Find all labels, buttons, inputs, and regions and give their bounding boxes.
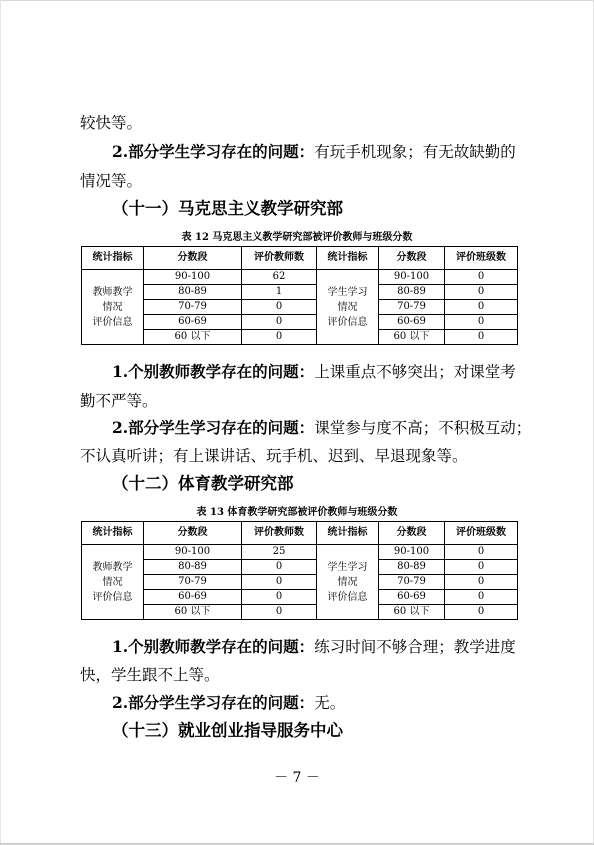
teacher-count-cell: 0 — [242, 605, 317, 620]
header-cell: 统计指标 — [317, 522, 379, 545]
table-row — [82, 590, 518, 605]
teacher-category-cell — [82, 545, 144, 620]
score-range-cell: 60-69 — [144, 315, 242, 330]
teacher-count-cell: 0 — [242, 590, 317, 605]
section-heading-11: （十一）马克思主义教学研究部 — [112, 199, 343, 218]
paragraph-continuation: 较快等。 — [80, 114, 143, 132]
issue-text: 无。 — [314, 694, 346, 712]
teacher-count-cell: 0 — [242, 575, 317, 590]
section-heading-12: （十二）体育教学研究部 — [112, 474, 294, 493]
table-12-caption: 表 12 马克思主义教学研究部被评价教师与班级分数 — [181, 232, 413, 243]
category-line: 评价信息 — [327, 316, 368, 328]
issue-label: 2.部分学生学习存在的问题： — [112, 418, 315, 437]
paragraph-teacher-issues-cont: 勤不严等。 — [80, 392, 158, 410]
header-cell: 分数段 — [379, 522, 445, 545]
paragraph-teacher-issues — [112, 362, 552, 382]
category-line: 教师教学 — [92, 286, 133, 298]
score-range-cell: 80-89 — [144, 285, 242, 300]
class-count-cell: 0 — [445, 285, 518, 300]
header-cell: 评价教师数 — [242, 522, 317, 545]
issue-text: 课堂参与度不高；不积极互动； — [314, 419, 532, 437]
class-count-cell: 0 — [445, 575, 518, 590]
table-13 — [81, 521, 518, 620]
category-line: 评价信息 — [327, 591, 368, 603]
score-range-cell: 90-100 — [379, 545, 445, 560]
category-line: 情况 — [102, 301, 123, 313]
category-line: 学生学习 — [327, 561, 368, 573]
table-row — [82, 270, 518, 285]
score-range-cell: 90-100 — [379, 270, 445, 285]
class-count-cell: 0 — [445, 560, 518, 575]
score-range-cell: 70-79 — [144, 575, 242, 590]
page-number: － 7 － — [274, 770, 320, 786]
header-cell: 统计指标 — [82, 522, 144, 545]
issue-label: 2.部分学生学习存在的问题： — [112, 142, 315, 161]
header-cell: 分数段 — [144, 522, 242, 545]
score-range-cell: 80-89 — [144, 560, 242, 575]
teacher-count-cell: 25 — [242, 545, 317, 560]
category-line: 学生学习 — [327, 286, 368, 298]
table-row — [82, 575, 518, 590]
table-row — [82, 285, 518, 300]
table-row — [82, 330, 518, 345]
teacher-count-cell: 0 — [242, 300, 317, 315]
paragraph-teacher-issues-pe-cont: 快，学生跟不上等。 — [80, 666, 220, 684]
category-line: 评价信息 — [92, 591, 133, 603]
category-line: 情况 — [102, 576, 123, 588]
class-count-cell: 0 — [445, 605, 518, 620]
header-cell: 评价教师数 — [242, 247, 317, 270]
header-cell: 分数段 — [144, 247, 242, 270]
score-range-cell: 70-79 — [379, 300, 445, 315]
category-line: 评价信息 — [92, 316, 133, 328]
score-range-cell: 80-89 — [379, 560, 445, 575]
class-count-cell: 0 — [445, 545, 518, 560]
issue-label: 1.个别教师教学存在的问题： — [112, 637, 315, 656]
page-border-left — [0, 0, 1, 845]
student-category-cell — [317, 270, 379, 345]
teacher-count-cell: 0 — [242, 315, 317, 330]
header-cell: 评价班级数 — [445, 247, 518, 270]
student-category-cell — [317, 545, 379, 620]
section-heading-13: （十三）就业创业指导服务中心 — [112, 721, 343, 740]
score-range-cell: 80-89 — [379, 285, 445, 300]
score-range-cell: 60-69 — [379, 315, 445, 330]
class-count-cell: 0 — [445, 315, 518, 330]
issue-text: 上课重点不够突出；对课堂考 — [314, 363, 516, 381]
teacher-category-cell — [82, 270, 144, 345]
teacher-count-cell: 0 — [242, 330, 317, 345]
table-13-caption: 表 13 体育教学研究部被评价教师与班级分数 — [196, 507, 398, 518]
table-row — [82, 315, 518, 330]
header-cell: 分数段 — [379, 247, 445, 270]
table-header-row — [82, 247, 518, 270]
category-line: 教师教学 — [92, 561, 133, 573]
header-cell: 统计指标 — [317, 247, 379, 270]
table-row — [82, 560, 518, 575]
page-border-top — [0, 0, 594, 1]
class-count-cell: 0 — [445, 270, 518, 285]
table-row — [82, 605, 518, 620]
score-range-cell: 60 以下 — [379, 605, 445, 620]
score-range-cell: 70-79 — [144, 300, 242, 315]
score-range-cell: 70-79 — [379, 575, 445, 590]
issue-label: 1.个别教师教学存在的问题： — [112, 362, 315, 381]
teacher-count-cell: 0 — [242, 560, 317, 575]
score-range-cell: 60-69 — [144, 590, 242, 605]
score-range-cell: 60-69 — [379, 590, 445, 605]
class-count-cell: 0 — [445, 590, 518, 605]
paragraph-teacher-issues-pe — [112, 637, 552, 657]
paragraph-student-issues-2-cont: 不认真听讲；有上课讲话、玩手机、迟到、早退现象等。 — [80, 447, 468, 465]
issue-text: 有玩手机现象；有无故缺勤的 — [314, 143, 516, 161]
issue-text: 练习时间不够合理；教学进度 — [314, 638, 516, 656]
table-row — [82, 300, 518, 315]
score-range-cell: 90-100 — [144, 545, 242, 560]
class-count-cell: 0 — [445, 300, 518, 315]
paragraph-student-issues-1 — [112, 142, 552, 162]
score-range-cell: 60 以下 — [379, 330, 445, 345]
table-row — [82, 545, 518, 560]
teacher-count-cell: 62 — [242, 270, 317, 285]
teacher-count-cell: 1 — [242, 285, 317, 300]
class-count-cell: 0 — [445, 330, 518, 345]
table-header-row — [82, 522, 518, 545]
table-12 — [81, 246, 518, 345]
header-cell: 评价班级数 — [445, 522, 518, 545]
header-cell: 统计指标 — [82, 247, 144, 270]
score-range-cell: 60 以下 — [144, 605, 242, 620]
score-range-cell: 90-100 — [144, 270, 242, 285]
issue-label: 2.部分学生学习存在的问题： — [112, 693, 315, 712]
category-line: 情况 — [337, 301, 358, 313]
paragraph-student-issues-2 — [112, 418, 552, 438]
category-line: 情况 — [337, 576, 358, 588]
score-range-cell: 60 以下 — [144, 330, 242, 345]
paragraph-student-issues-pe — [112, 693, 552, 713]
paragraph-student-issues-1-cont: 情况等。 — [80, 172, 143, 190]
